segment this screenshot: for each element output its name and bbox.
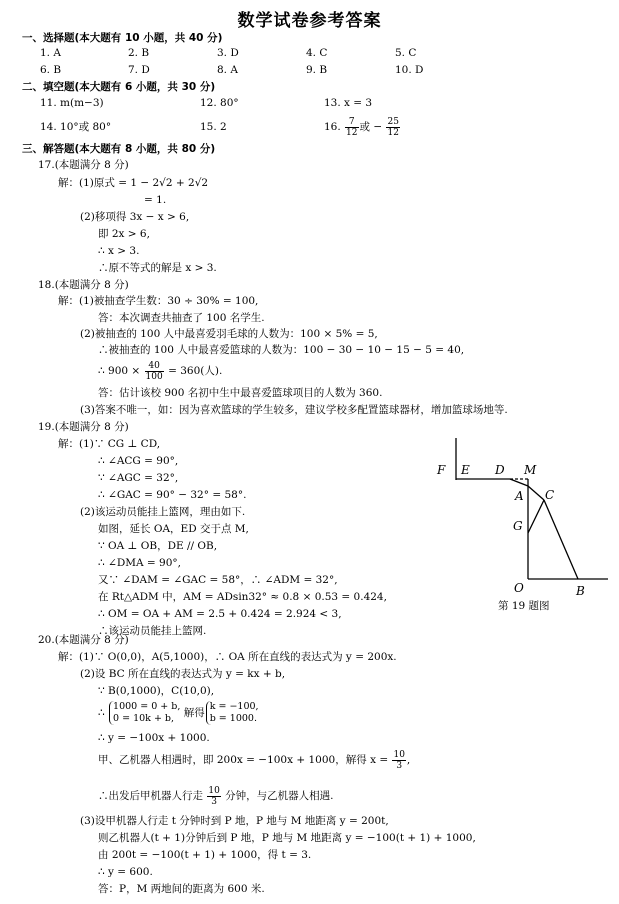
figure-label-o: O: [514, 581, 524, 595]
q19-figure: [430, 432, 619, 632]
figure-line-ac: [528, 486, 544, 500]
answer-7: 7. D: [128, 64, 150, 76]
q20-after: [98, 782, 333, 810]
q17-line: ∴原不等式的解是 x > 3.: [98, 262, 217, 274]
fraction-denominator: 3: [396, 760, 403, 771]
q19-line: 又∵ ∠DAM = ∠GAC = 58°，∴ ∠ADM = 32°,: [98, 574, 338, 586]
q18-calc-fraction: [145, 361, 164, 382]
answer-16-fraction-1: [345, 117, 358, 138]
answer-16-prefix: 16.: [324, 121, 341, 133]
q19-line: ∵ OA ⊥ OB，DE // OB,: [98, 540, 218, 552]
q19-line: ∴ ∠ACG = 90°,: [98, 455, 179, 467]
answer-16: [324, 113, 401, 141]
fraction-denominator: 12: [387, 127, 399, 138]
page-title: 数学试卷参考答案: [237, 11, 382, 31]
q19-line: ∴ ∠DMA = 90°,: [98, 557, 181, 569]
q20-part3-line: 由 200t = −100(t + 1) + 1000，得 t = 3.: [98, 849, 312, 861]
q19-line: ∴ ∠GAC = 90° − 32° = 58°.: [98, 489, 247, 501]
answer-15: 15. 2: [200, 121, 227, 133]
q17-line: 解：(1)原式 = 1 − 2√2 + 2√2: [58, 177, 209, 189]
fraction-numerator: 10: [393, 749, 405, 760]
q19-title: 19.(本题满分 8 分): [38, 421, 129, 433]
q19-line: (2)该运动员能挂上篮网，理由如下.: [80, 506, 246, 518]
q18-calc: [98, 357, 222, 385]
q20-system-prefix: ∴: [98, 707, 105, 719]
figure-label-c: C: [545, 488, 555, 502]
q18-calc-prefix: ∴ 900 ×: [98, 365, 141, 377]
system-solution: k = −100,: [209, 701, 259, 712]
figure-line-cb: [544, 500, 578, 579]
figure-label-b: B: [576, 584, 585, 598]
figure-caption: 第 19 题图: [498, 600, 550, 612]
q20-meet: [98, 746, 410, 774]
figure-label-e: E: [461, 463, 470, 477]
fraction-numerator: 25: [387, 116, 399, 127]
q18-line: 答：估计该校 900 名初中生中最喜爱篮球项目的人数为 360.: [98, 387, 383, 399]
fraction-numerator: 10: [208, 785, 220, 796]
system-solution: b = 1000.: [209, 713, 257, 724]
q19-line: ∵ ∠AGC = 32°,: [98, 472, 179, 484]
q20-part3-line: 答：P，M 两地间的距离为 600 米.: [98, 883, 265, 895]
q20-system-mid: 解得: [183, 707, 205, 719]
q20-meet-text: 甲、乙机器人相遇时，即 200x = −100x + 1000，解得 x =: [98, 754, 389, 766]
answer-14: 14. 10°或 80°: [40, 121, 112, 133]
answer-1: 1. A: [40, 47, 61, 59]
figure-label-d: D: [495, 463, 505, 477]
q17-line: ∴ x > 3.: [98, 245, 140, 257]
q18-line: ∴被抽查的 100 人中最喜爱篮球的人数为：100 − 30 − 10 − 15 − 5 = 40,: [98, 344, 465, 356]
q20-after-fraction: [207, 786, 220, 807]
system-equation: 1000 = 0 + b,: [113, 701, 181, 712]
q19-line: ∴ OM = OA + AM = 2.5 + 0.424 = 2.924 < 3,: [98, 608, 342, 620]
fraction-denominator: 100: [145, 371, 163, 382]
q20-line: ∴ y = −100x + 1000.: [98, 732, 210, 744]
answer-6: 6. B: [40, 64, 62, 76]
answer-2: 2. B: [128, 47, 150, 59]
answer-11: 11. m(m−3): [40, 97, 104, 109]
answer-13: 13. x = 3: [324, 97, 373, 109]
q19-line: 解：(1)∵ CG ⊥ CD,: [58, 438, 161, 450]
q20-after-prefix: ∴出发后甲机器人行走: [98, 790, 203, 802]
q17-title: 17.(本题满分 8 分): [38, 159, 129, 171]
fraction-numerator: 40: [145, 361, 164, 372]
figure-label-m: M: [524, 463, 537, 477]
q19-line: 如图，延长 OA，ED 交于点 M,: [98, 523, 249, 535]
q20-part3-line: 则乙机器人(t + 1)分钟后到 P 地，P 地与 M 地距离 y = −100(t + 1) + 1000,: [98, 832, 476, 844]
answer-9: 9. B: [306, 64, 328, 76]
fraction-numerator: 7: [345, 117, 358, 128]
q18-line: 答：本次调查共抽查了 100 名学生.: [98, 312, 265, 324]
q20-meet-end: ,: [406, 754, 411, 766]
answer-5: 5. C: [395, 47, 417, 59]
fraction-denominator: 3: [211, 796, 217, 807]
q18-line: (2)被抽查的 100 人中最喜爱羽毛球的人数为：100 × 5% = 5,: [80, 328, 378, 340]
q19-line: ∴该运动员能挂上篮网.: [98, 625, 207, 637]
q20-system-solution: [206, 701, 259, 725]
q20-meet-fraction: [392, 750, 405, 771]
section2-heading: 二、填空题(本大题有 6 小题，共 30 分): [22, 81, 216, 93]
section1-heading: 一、选择题(本大题有 10 小题，共 40 分): [22, 32, 223, 44]
q17-line: 即 2x > 6,: [98, 228, 150, 240]
answer-12: 12. 80°: [200, 97, 239, 109]
q18-line: (3)答案不唯一，如：因为喜欢篮球的学生较多，建议学校多配置篮球器材，增加篮球场地等.: [80, 404, 508, 416]
figure-line-da: [510, 479, 528, 486]
figure-label-f: F: [437, 463, 446, 477]
answer-8: 8. A: [217, 64, 238, 76]
answer-10: 10. D: [395, 64, 424, 76]
section3-heading: 三、解答题(本大题有 8 小题，共 80 分): [22, 143, 216, 155]
figure-label-g: G: [513, 519, 523, 533]
fraction-denominator: 12: [346, 127, 358, 138]
answer-16-fraction-2: [386, 117, 399, 138]
q20-title: 20.(本题满分 8 分): [38, 634, 129, 646]
answer-4: 4. C: [306, 47, 328, 59]
q20-part3-line: ∴ y = 600.: [98, 866, 153, 878]
q20-part3-line: (3)设甲机器人行走 t 分钟时到 P 地，P 地与 M 地距离 y = 200t,: [80, 815, 389, 827]
q20-line: ∵ B(0,1000)，C(10,0),: [98, 685, 215, 697]
q18-title: 18.(本题满分 8 分): [38, 279, 129, 291]
q20-line: 解：(1)∵ O(0,0)，A(5,1000)，∴ OA 所在直线的表达式为 y = 200x.: [58, 651, 397, 663]
q20-system-equations: [109, 701, 180, 725]
q17-line: = 1.: [144, 194, 167, 206]
q18-calc-suffix: = 360(人).: [168, 365, 223, 377]
answer-16-mid: 或 −: [359, 121, 383, 133]
q20-system: [98, 700, 259, 726]
figure-line-cg: [528, 500, 544, 533]
q17-line: (2)移项得 3x − x > 6,: [80, 211, 190, 223]
answer-3: 3. D: [217, 47, 239, 59]
q20-line: (2)设 BC 所在直线的表达式为 y = kx + b,: [80, 668, 286, 680]
q18-line: 解：(1)被抽查学生数：30 ÷ 30% = 100,: [58, 295, 259, 307]
q19-line: 在 Rt△ADM 中，AM = ADsin32° ≈ 0.8 × 0.53 = 0.424,: [98, 591, 387, 603]
figure-label-a: A: [515, 489, 524, 503]
system-equation: 0 = 10k + b,: [113, 713, 175, 724]
q20-after-suffix: 分钟，与乙机器人相遇.: [225, 790, 334, 802]
